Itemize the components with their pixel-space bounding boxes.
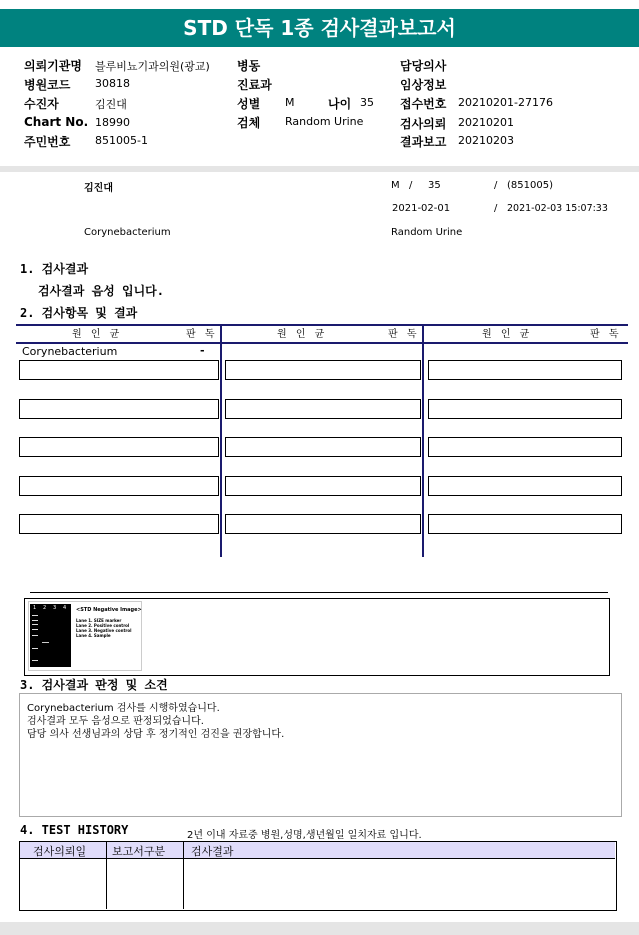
result-box [428,514,622,534]
ward-label: 병동 [237,59,261,73]
result-box [19,360,219,380]
gel-electrophoresis-image [30,604,71,667]
gel-band [32,624,38,625]
comment-line: 담당 의사 선생님과의 상담 후 정기적인 검진을 권장합니다. [27,729,285,740]
gel-band [32,635,38,636]
lane-number: 2 [43,605,47,611]
gel-lane-item: Lane 1. SIZE marker [76,618,122,623]
result-box [428,399,622,419]
patient-value: 김진대 [95,98,127,111]
gel-caption-title: <STD Negative Image> [76,607,142,613]
clinical-info-label: 임상정보 [400,78,447,92]
col-organism-1: 원 인 균 [72,329,123,340]
receipt-no-label: 접수번호 [400,97,447,111]
gel-band [32,629,38,630]
section3-title: 3. 검사결과 판정 및 소견 [20,678,168,692]
grid-divider [422,324,424,557]
gel-band [32,648,38,649]
comment-line: 검사결과 모두 음성으로 판정되었습니다. [27,716,204,727]
lane-number: 1 [33,605,37,611]
gel-lane-item: Lane 3. Negative control [76,628,132,633]
department-label: 진료과 [237,78,272,92]
result-box [19,514,219,534]
result-box [428,437,622,457]
col-judgment-1: 판 독 [186,329,218,340]
receipt-no-value: 20210201-27176 [458,96,553,109]
history-table-header [20,842,615,859]
id-no-value: 851005-1 [95,134,148,147]
grid-divider [220,324,222,557]
institution-label: 의뢰기관명 [24,59,82,73]
report-date-label: 결과보고 [400,135,447,149]
section2-title: 2. 검사항목 및 결과 [20,306,138,320]
gel-lane-legend [76,618,132,638]
result-judgment: - [200,344,205,357]
request-date-label: 검사의뢰 [400,117,447,131]
sex-value: M [285,96,295,109]
specimen-label: 검체 [237,116,261,130]
sex-label: 성별 [237,97,261,111]
history-col-divider [106,842,107,909]
section1-result: 검사결과 음성 입니다. [38,284,165,298]
patient-label: 수진자 [24,97,59,111]
separator: / [494,203,498,214]
comment-box [19,693,622,817]
patient-age: 35 [428,180,441,191]
section4-title: 4. TEST HISTORY [20,823,129,837]
col-organism-2: 원 인 균 [277,329,328,340]
result-box [428,360,622,380]
gel-band [32,620,38,621]
age-label: 나이 [328,97,352,111]
history-col-request-date: 검사의뢰일 [33,845,87,858]
chart-no-label: Chart No. [24,115,89,129]
header-divider [0,166,639,172]
footer-band [0,922,639,935]
hospital-code-label: 병원코드 [24,78,71,92]
history-col-divider [183,842,184,909]
result-box [225,514,421,534]
request-date-value: 20210201 [458,116,514,129]
result-box [225,476,421,496]
gel-band [32,660,38,661]
institution-value: 블루비뇨기과의원(광교) [95,60,210,73]
result-box [225,360,421,380]
hospital-code-value: 30818 [95,77,130,90]
gel-lane-item: Lane 4. Sample [76,633,111,638]
lane-number: 4 [63,605,67,611]
report-date-value: 20210203 [458,134,514,147]
patient-sex: M [391,180,400,191]
result-organism: Corynebacterium [22,345,118,358]
col-organism-3: 원 인 균 [482,329,533,340]
gel-band [42,642,49,643]
gel-lane-item: Lane 2. Positive control [76,623,130,628]
history-col-report-type: 보고서구분 [112,845,166,858]
report-datetime: 2021-02-03 15:07:33 [507,203,608,214]
gel-band [32,615,38,616]
report-title: STD 단독 1종 검사결과보고서 [0,9,639,47]
separator: / [409,180,413,191]
lane-number: 3 [53,605,57,611]
receipt-date: 2021-02-01 [392,203,451,214]
result-box [19,399,219,419]
gel-divider [30,592,608,593]
result-box [19,437,219,457]
history-note: 2년 이내 자료중 병원,성명,생년월일 일치자료 입니다. [187,830,422,841]
comment-line: Corynebacterium 검사를 시행하였습니다. [27,703,220,714]
result-box [19,476,219,496]
specimen-type: Random Urine [391,227,463,238]
section1-title: 1. 검사결과 [20,262,89,276]
history-col-result: 검사결과 [191,845,234,858]
doctor-label: 담당의사 [400,59,447,73]
chart-no-value: 18990 [95,116,130,129]
test-name: Corynebacterium [84,227,171,238]
col-judgment-3: 판 독 [590,329,622,340]
patient-name: 김진대 [84,183,113,194]
specimen-value: Random Urine [285,115,364,128]
age-value: 35 [360,96,374,109]
result-box [225,399,421,419]
result-box [428,476,622,496]
patient-birth: (851005) [507,180,553,191]
col-judgment-2: 판 독 [388,329,420,340]
result-box [225,437,421,457]
separator: / [494,180,498,191]
id-no-label: 주민번호 [24,135,71,149]
